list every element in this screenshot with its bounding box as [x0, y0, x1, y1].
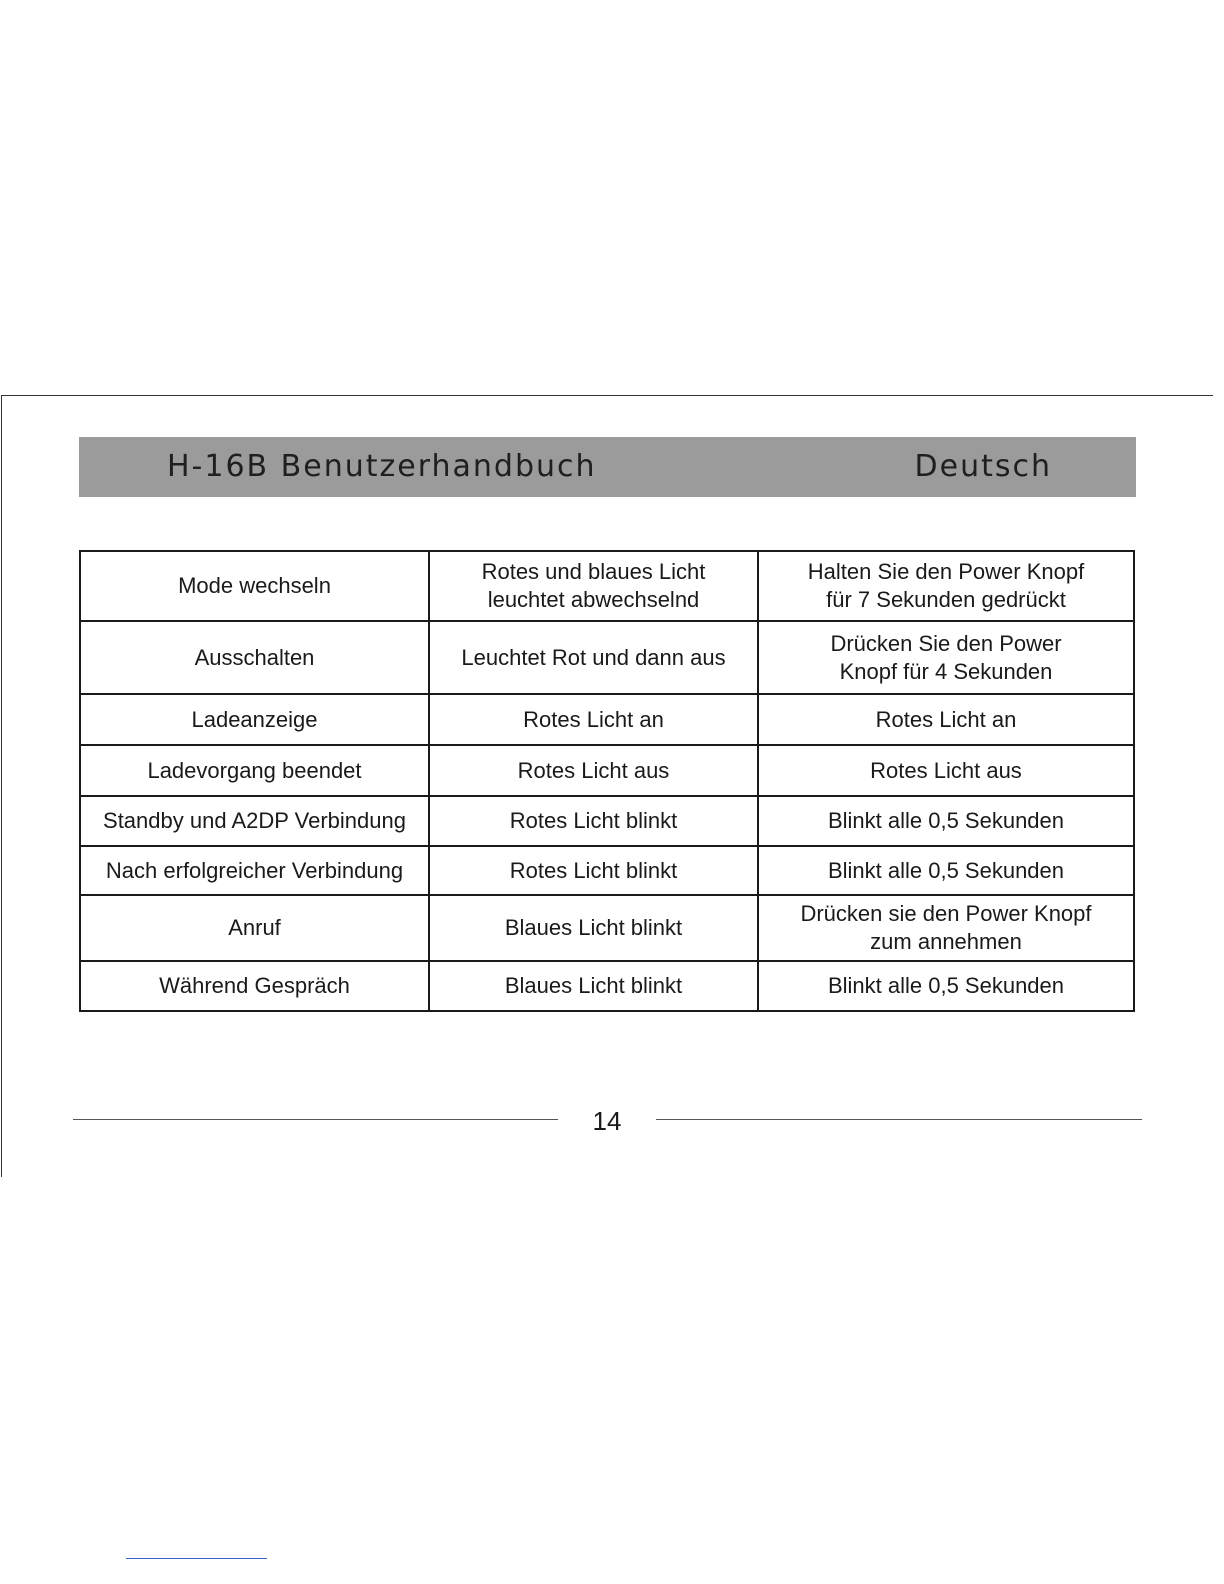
- table-row: [80, 694, 1134, 745]
- scan-edge-mark: [126, 1558, 267, 1559]
- table-row: [80, 621, 1134, 694]
- table-row: [80, 846, 1134, 895]
- indicator-cell: Leuchtet Rot und dann aus: [429, 621, 758, 694]
- header-bar: [79, 437, 1136, 497]
- action-cell: Blinkt alle 0,5 Sekunden: [758, 961, 1134, 1011]
- action-cell: Rotes Licht an: [758, 694, 1134, 745]
- manual-title: H-16B Benutzerhandbuch: [167, 449, 597, 484]
- function-cell: Während Gespräch: [80, 961, 429, 1011]
- table-row: [80, 961, 1134, 1011]
- indicator-cell: Rotes und blaues Licht leuchtet abwechselnd: [429, 551, 758, 621]
- indicator-cell: Blaues Licht blinkt: [429, 895, 758, 961]
- table-row: [80, 796, 1134, 846]
- action-cell: Rotes Licht aus: [758, 745, 1134, 796]
- function-cell: Standby und A2DP Verbindung: [80, 796, 429, 846]
- function-cell: Nach erfolgreicher Verbindung: [80, 846, 429, 895]
- function-cell: Ladeanzeige: [80, 694, 429, 745]
- action-cell: Drücken Sie den Power Knopf für 4 Sekunden: [758, 621, 1134, 694]
- table-row: [80, 745, 1134, 796]
- table-row: [80, 551, 1134, 621]
- led-status-table: [79, 550, 1135, 1012]
- table-row: [80, 895, 1134, 961]
- indicator-cell: Rotes Licht blinkt: [429, 846, 758, 895]
- footer-divider-right: [656, 1119, 1142, 1120]
- page-number: 14: [592, 1106, 622, 1136]
- language-label: Deutsch: [914, 449, 1052, 484]
- function-cell: Anruf: [80, 895, 429, 961]
- indicator-cell: Rotes Licht blinkt: [429, 796, 758, 846]
- action-cell: Halten Sie den Power Knopf für 7 Sekunden gedrückt: [758, 551, 1134, 621]
- action-cell: Drücken sie den Power Knopf zum annehmen: [758, 895, 1134, 961]
- action-cell: Blinkt alle 0,5 Sekunden: [758, 846, 1134, 895]
- indicator-cell: Rotes Licht an: [429, 694, 758, 745]
- function-cell: Ladevorgang beendet: [80, 745, 429, 796]
- indicator-cell: Blaues Licht blinkt: [429, 961, 758, 1011]
- function-cell: Mode wechseln: [80, 551, 429, 621]
- action-cell: Blinkt alle 0,5 Sekunden: [758, 796, 1134, 846]
- footer-divider-left: [73, 1119, 558, 1120]
- function-cell: Ausschalten: [80, 621, 429, 694]
- indicator-cell: Rotes Licht aus: [429, 745, 758, 796]
